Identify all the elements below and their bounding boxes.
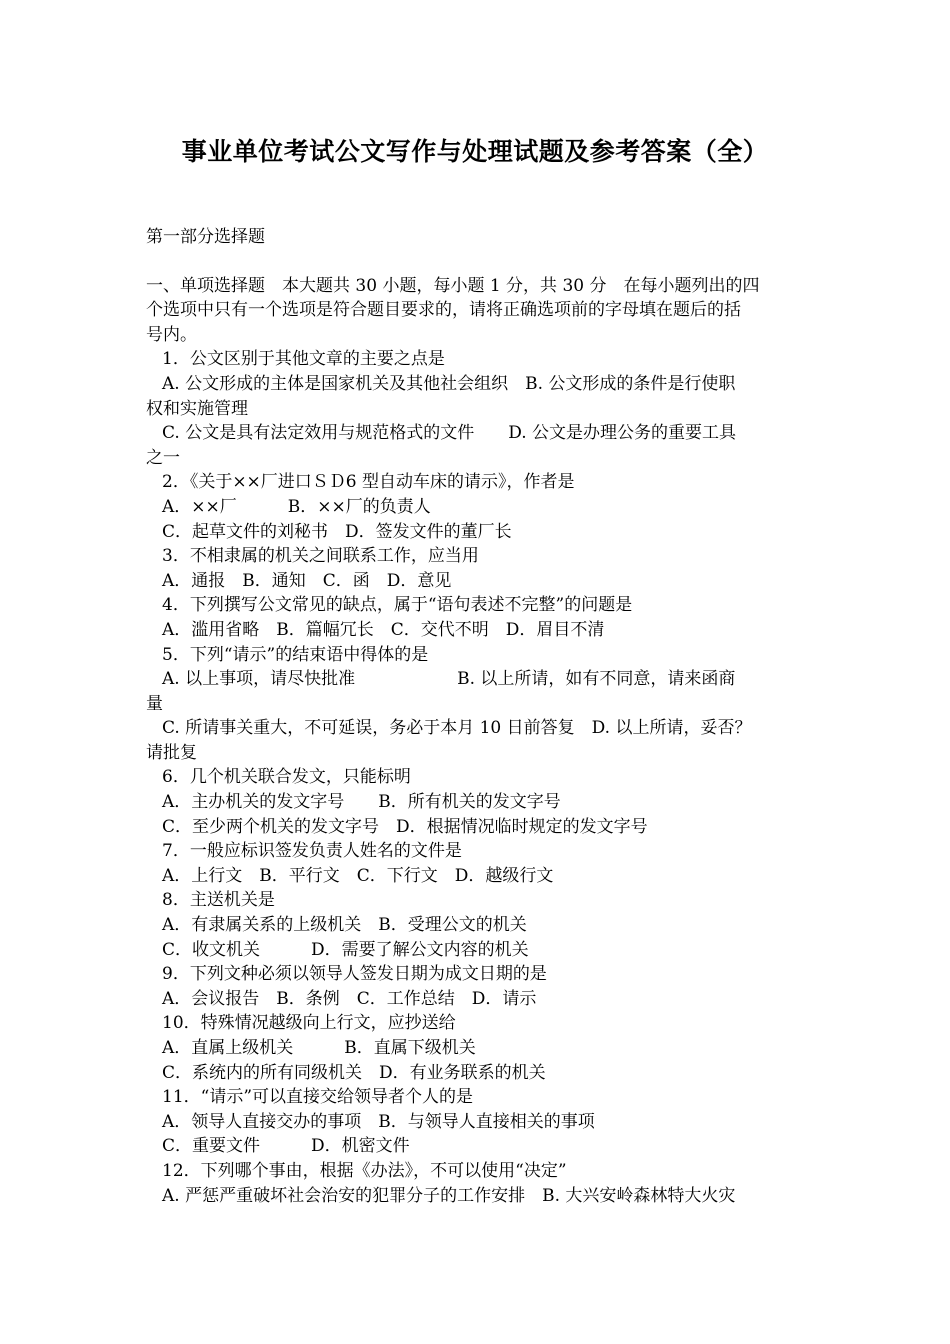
- option-line: 量: [146, 693, 163, 714]
- question-line: 5．下列“请示”的结束语中得体的是: [162, 644, 429, 665]
- option-line: C．起草文件的刘秘书 D．签发文件的董厂长: [162, 521, 512, 542]
- question-line: 2．《关于××厂进口ＳＤ6 型自动车床的请示》，作者是: [162, 472, 575, 493]
- option-line: A. 严惩严重破坏社会治安的犯罪分子的工作安排 B. 大兴安岭森林特大火灾: [162, 1185, 736, 1206]
- question-line: 7．一般应标识签发负责人姓名的文件是: [162, 841, 462, 862]
- option-line: A．通报 B．通知 C．函 D．意见: [162, 570, 452, 591]
- option-line: A．××厂 B．××厂的负责人: [162, 496, 431, 517]
- question-line: 9．下列文种必须以领导人签发日期为成文日期的是: [162, 964, 547, 985]
- option-line: C．至少两个机关的发文字号 D．根据情况临时规定的发文字号: [162, 816, 648, 837]
- option-line: A．主办机关的发文字号 B．所有机关的发文字号: [162, 792, 561, 813]
- question-line: 1．公文区别于其他文章的主要之点是: [162, 349, 445, 370]
- document-title: 事业单位考试公文写作与处理试题及参考答案（全）: [181, 137, 769, 166]
- option-line: 之一: [146, 447, 180, 468]
- option-line: C．系统内的所有同级机关 D．有业务联系的机关: [162, 1062, 546, 1083]
- option-line: C．重要文件 D．机密文件: [162, 1136, 410, 1157]
- option-line: 权和实施管理: [146, 398, 248, 419]
- question-line: 6．几个机关联合发文，只能标明: [162, 767, 411, 788]
- option-line: A．滥用省略 B．篇幅冗长 C．交代不明 D．眉目不清: [162, 619, 605, 640]
- option-line: A．领导人直接交办的事项 B．与领导人直接相关的事项: [162, 1111, 595, 1132]
- option-line: A. 公文形成的主体是国家机关及其他社会组织 B. 公文形成的条件是行使职: [162, 373, 736, 394]
- option-line: C. 公文是具有法定效用与规范格式的文件 D. 公文是办理公务的重要工具: [162, 423, 737, 444]
- option-line: C. 所请事关重大，不可延误，务必于本月 10 日前答复 D. 以上所请，妥否？: [162, 718, 752, 739]
- option-line: A．有隶属关系的上级机关 B．受理公文的机关: [162, 915, 527, 936]
- option-line: C．收文机关 D．需要了解公文内容的机关: [162, 939, 529, 960]
- document-body: [146, 225, 810, 1208]
- option-line: A. 以上事项，请尽快批准 B. 以上所请，如有不同意，请来函商: [162, 669, 736, 690]
- option-line: A．上行文 B．平行文 C．下行文 D．越级行文: [162, 865, 554, 886]
- instruction-line: 一、单项选择题 本大题共 30 小题，每小题 1 分，共 30 分 在每小题列出的四: [146, 275, 760, 296]
- instruction-line: 号内。: [146, 324, 197, 345]
- instruction-line: 个选项中只有一个选项是符合题目要求的，请将正确选项前的字母填在题后的括: [146, 300, 741, 321]
- question-line: 12．下列哪个事由，根据《办法》，不可以使用“决定”: [162, 1160, 567, 1181]
- option-line: 请批复: [146, 742, 197, 763]
- question-line: 4．下列撰写公文常见的缺点，属于“语句表述不完整”的问题是: [162, 595, 633, 616]
- question-line: 3．不相隶属的机关之间联系工作，应当用: [162, 546, 479, 567]
- question-line: 11．“请示”可以直接交给领导者个人的是: [162, 1087, 474, 1108]
- option-line: A．直属上级机关 B．直属下级机关: [162, 1038, 476, 1058]
- question-line: 8．主送机关是: [162, 890, 275, 911]
- question-line: 10．特殊情况越级向上行文，应抄送给: [162, 1013, 456, 1034]
- option-line: A．会议报告 B．条例 C．工作总结 D．请示: [162, 988, 537, 1009]
- section-heading: 第一部分选择题: [146, 227, 265, 247]
